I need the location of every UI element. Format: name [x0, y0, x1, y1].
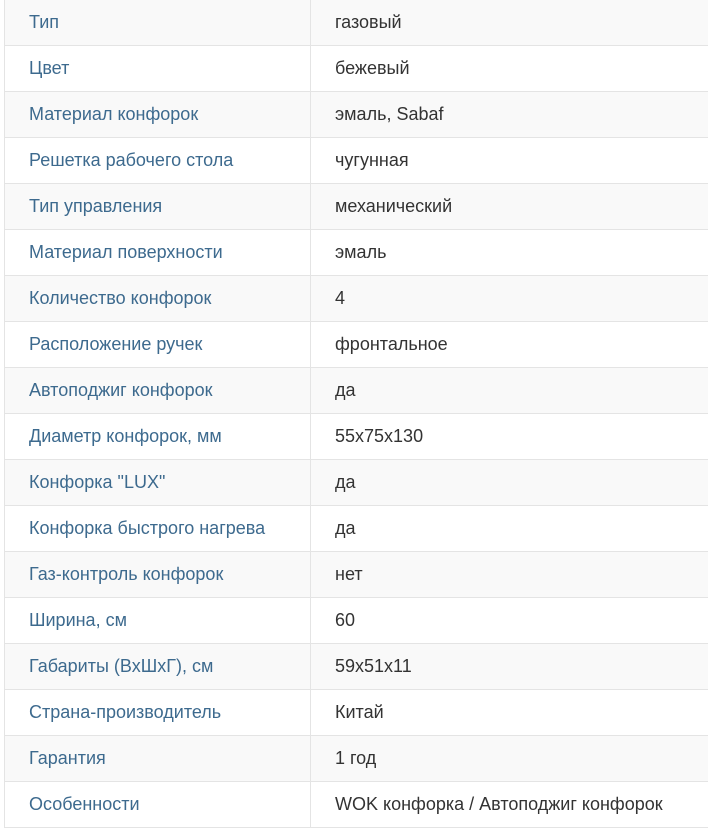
spec-value: чугунная	[311, 138, 708, 184]
spec-row-warranty	[5, 736, 708, 782]
spec-row-rapid-burner	[5, 506, 708, 552]
spec-row-dimensions	[5, 644, 708, 690]
spec-row-burner-material	[5, 92, 708, 138]
spec-row-width	[5, 598, 708, 644]
spec-row-gas-control	[5, 552, 708, 598]
spec-value: 55x75x130	[311, 414, 708, 460]
spec-row-lux-burner	[5, 460, 708, 506]
spec-label: Количество конфорок	[5, 276, 311, 322]
spec-label: Материал поверхности	[5, 230, 311, 276]
spec-label: Габариты (ВхШхГ), см	[5, 644, 311, 690]
spec-value: фронтальное	[311, 322, 708, 368]
spec-value: WOK конфорка / Автоподжиг конфорок	[311, 782, 708, 828]
spec-row-color	[5, 46, 708, 92]
spec-value: да	[311, 368, 708, 414]
spec-row-features	[5, 782, 708, 828]
spec-row-country	[5, 690, 708, 736]
spec-value: эмаль, Sabaf	[311, 92, 708, 138]
spec-label: Автоподжиг конфорок	[5, 368, 311, 414]
spec-label: Диаметр конфорок, мм	[5, 414, 311, 460]
spec-value: газовый	[311, 0, 708, 46]
spec-label: Расположение ручек	[5, 322, 311, 368]
spec-value: Китай	[311, 690, 708, 736]
spec-value: 1 год	[311, 736, 708, 782]
spec-value: бежевый	[311, 46, 708, 92]
spec-row-auto-ignition	[5, 368, 708, 414]
spec-label: Тип управления	[5, 184, 311, 230]
spec-label: Газ-контроль конфорок	[5, 552, 311, 598]
spec-row-knob-placement	[5, 322, 708, 368]
spec-label: Решетка рабочего стола	[5, 138, 311, 184]
spec-label: Конфорка "LUX"	[5, 460, 311, 506]
spec-row-burner-diameter	[5, 414, 708, 460]
spec-label: Гарантия	[5, 736, 311, 782]
spec-row-surface-material	[5, 230, 708, 276]
spec-value: да	[311, 460, 708, 506]
specs-table	[4, 0, 708, 828]
spec-label: Тип	[5, 0, 311, 46]
spec-value: 4	[311, 276, 708, 322]
spec-value: да	[311, 506, 708, 552]
spec-row-burner-count	[5, 276, 708, 322]
spec-label: Ширина, см	[5, 598, 311, 644]
spec-value: 59x51x11	[311, 644, 708, 690]
spec-label: Цвет	[5, 46, 311, 92]
spec-value: 60	[311, 598, 708, 644]
spec-row-type	[5, 0, 708, 46]
spec-row-grate	[5, 138, 708, 184]
spec-value: нет	[311, 552, 708, 598]
spec-label: Страна-производитель	[5, 690, 311, 736]
spec-label: Особенности	[5, 782, 311, 828]
spec-label: Конфорка быстрого нагрева	[5, 506, 311, 552]
spec-label: Материал конфорок	[5, 92, 311, 138]
spec-row-control-type	[5, 184, 708, 230]
spec-value: эмаль	[311, 230, 708, 276]
spec-value: механический	[311, 184, 708, 230]
